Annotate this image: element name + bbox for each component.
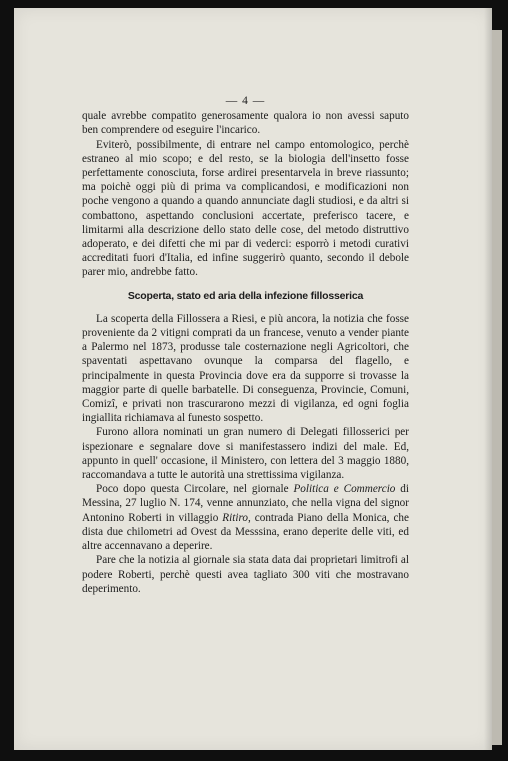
page-text [82, 94, 409, 596]
paragraph [82, 482, 409, 553]
section-heading: Scoperta, stato ed aria della infezione fillosserica [127, 289, 364, 302]
paragraph: Eviterò, possibilmente, di entrare nel campo entomologico, perchè estraneo al mio scopo; e del resto, se la biologia dell'insetto fosse perfettamente conosciuta, forse ardirei presentarvela in breve riassunto; ma poichè oggi più di prima va complicandosi, e modificazioni non poche vengono a quando a quando annunciate dagli studiosi, e da altri si combattono, aspettando conclusioni accertate, preferisco tacere, e limitarmi alla descrizione dello stato delle cose, del metodo distruttivo adoperato, e dei difetti che mi par di vederci: esporrò i metodi curativi accreditati fuori d'Italia, ed infine suggerirò quanto, secondo il debole parer mio, andrebbe fatto. [82, 138, 409, 279]
paragraph: La scoperta della Fillossera a Riesi, e più ancora, la notizia che fosse proveniente da 2 vitigni comprati da un francese, venuto a vender piante a Palermo nel 1873, produsse tale costernazione negli Agricoltori, che spaventati aspettavano ovunque la comparsa del flagello, e principalmente in questa Provincia dove era da supporre si trovasse la maggior parte di quelle barbatelle. Di conseguenza, Provincie, Comuni, Comizî, e privati non trascurarono mezzi di vigilanza, ed ogni foglia ingiallita richiamava al funesto sospetto. [82, 312, 409, 425]
newspaper-title: Politica e Commercio [293, 483, 396, 496]
page-shadow [484, 8, 492, 750]
place-name: Ritiro [222, 511, 248, 524]
text-span: Poco dopo questa Circolare, nel giornale [96, 483, 294, 496]
paragraph: quale avrebbe compatito generosamente qualora io non avessi saputo ben comprendere od eseguire l'incarico. [82, 110, 409, 137]
text-span: di Messina, 27 luglio N. 174, venne annunziato, che nella vigna del signor Antonino Roberti in villaggio [82, 483, 410, 524]
paragraph: Pare che la notizia al giornale sia stata data dai proprietari limitrofi al podere Roberti, perchè questi avea tagliato 300 viti che mostravano deperimento. [82, 554, 409, 595]
page-edge [492, 30, 502, 745]
text-span: , contrada Piano della Monica, che dista due chilometri ad Ovest da Messsina, erano deperite delle viti, ed altre accennavano a deperire. [82, 511, 409, 553]
page-number: — 4 — [225, 95, 266, 107]
paragraph: Furono allora nominati un gran numero di Delegati fillosserici per ispezionare e segnalare dove si manifestassero indizi del male. Ed, appunto in quell' occasione, il Ministero, con lettera del 3 maggio 1880, raccomandava a tutte le autorità una strettissima vigilanza. [82, 426, 409, 482]
